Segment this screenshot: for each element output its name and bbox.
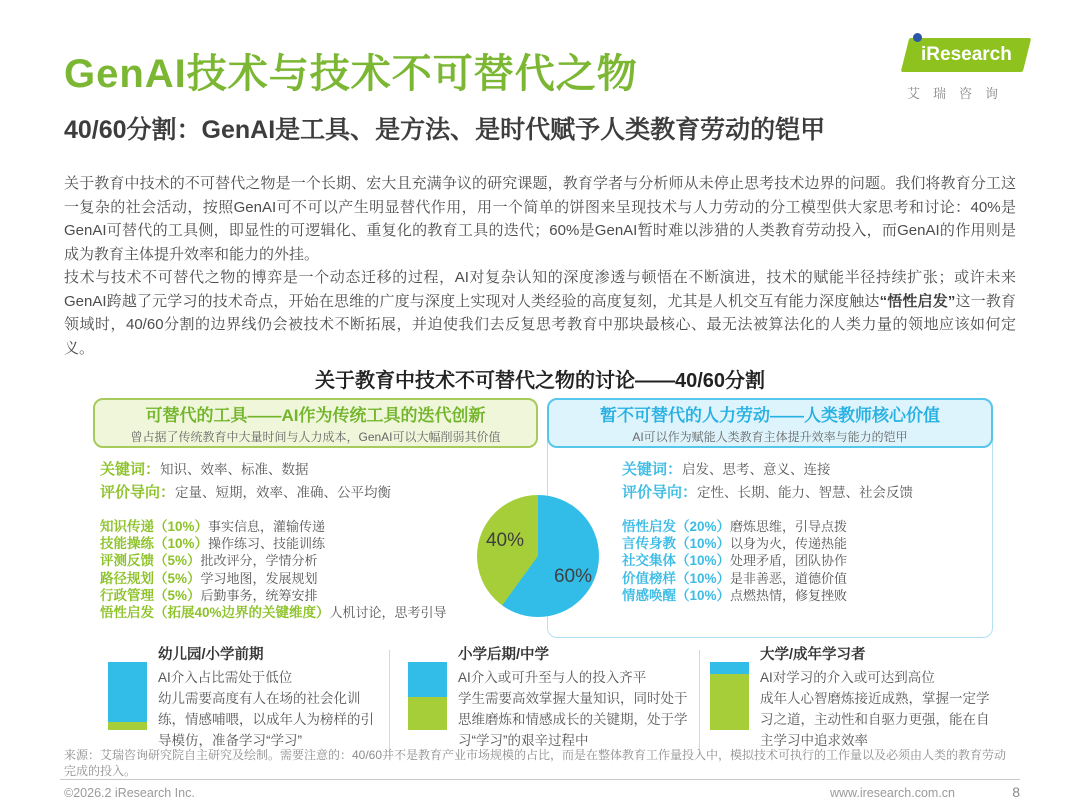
paragraph-text: 技术与技术不可替代之物的博弈是一个动态迁移的过程，AI对复杂认知的深度渗透与顿悟在不断演进，技术的赋能半径持续扩张；或许未来GenAI跨越了元学习的技术奇点，开始在思维的广度与深度上实现对人类经验的高度复刻，尤其是人机交互有能力深度触达 <box>64 269 1016 310</box>
item-desc: 处理矛盾，团队协作 <box>730 553 848 569</box>
left-keywords-block <box>100 458 391 504</box>
stage-text <box>147 645 386 751</box>
logo-dot-icon <box>913 33 922 42</box>
right-item-list <box>622 518 847 604</box>
bar-segment-cyan <box>108 662 147 722</box>
orientation-label: 评价导向： <box>622 484 698 501</box>
category-item <box>100 535 447 552</box>
left-item-list <box>100 518 447 621</box>
keywords-value: 知识、效率、标准、数据 <box>160 462 309 477</box>
item-desc: 以身为火，传递热能 <box>730 536 848 552</box>
bar-segment-green <box>108 722 147 730</box>
stage-column <box>710 645 994 751</box>
bar-segment-green <box>710 674 749 730</box>
stage-body: 成年人心智磨炼接近成熟，掌握一定学习之道，主动性和自驱力更强，能在自主学习中追求效率 <box>760 691 990 748</box>
right-header-title: 暂不可替代的人力劳动——人类教师核心价值 <box>600 406 940 425</box>
page-subtitle: 40/60分割：GenAI是工具、是方法、是时代赋予人类教育劳动的铠甲 <box>64 116 826 144</box>
item-label: 情感唤醒（10%） <box>622 587 731 603</box>
bar-segment-green <box>408 697 447 730</box>
pie-label-60: 60% <box>553 566 593 587</box>
item-label: 行政管理（5%） <box>100 587 201 603</box>
ai-ratio-bar <box>710 662 749 730</box>
item-desc: 事实信息，灌输传递 <box>208 519 326 534</box>
stage-column <box>408 645 690 751</box>
stage-line1: AI介入或可升至与人的投入齐平 <box>458 670 647 685</box>
bar-segment-cyan <box>710 662 749 674</box>
item-label: 路径规划（5%） <box>100 570 201 586</box>
footer-source: 来源：艾瑞咨询研究院自主研究及绘制。需要注意的：40/60并不是教育产业市场规模的占比，而是在整体教育工作量投入中，模拟技术可执行的工作量以及必须由人类的教育劳动完成的投入。 <box>64 748 1007 778</box>
item-label: 言传身教（10%） <box>622 536 731 552</box>
footer-website[interactable]: www.iresearch.com.cn <box>829 786 955 800</box>
item-desc: 批改评分，学情分析 <box>200 553 318 569</box>
orientation-value: 定量、短期，效率、准确、公平均衡 <box>175 485 392 500</box>
category-item <box>622 570 847 587</box>
stage-line1: AI介入占比需处于低位 <box>158 670 293 685</box>
pie-label-40: 40% <box>485 530 525 551</box>
item-label: 悟性启发（20%） <box>622 519 731 534</box>
left-header-box <box>93 398 538 448</box>
category-item <box>100 587 447 604</box>
item-label: 悟性启发（拓展40%边界的关键维度） <box>100 604 330 620</box>
item-desc: 磨炼思维，引导点拨 <box>730 519 848 534</box>
footer-divider <box>60 779 1020 780</box>
item-desc: 人机讨论，思考引导 <box>329 604 447 620</box>
keywords-line <box>100 458 391 481</box>
section-title: 关于教育中技术不可替代之物的讨论——40/60分割 <box>314 370 766 392</box>
intro-paragraph-2 <box>64 266 1016 360</box>
item-desc: 后勤事务，统筹安排 <box>200 587 318 603</box>
stage-title: 大学/成年学习者 <box>760 647 866 663</box>
item-desc: 是非善恶，道德价值 <box>730 570 848 586</box>
item-desc: 操作练习、技能训练 <box>208 536 326 552</box>
logo-caption: 艾瑞咨询 <box>907 86 1012 101</box>
orientation-label: 评价导向： <box>100 484 176 501</box>
category-item <box>100 552 447 569</box>
category-item <box>100 518 447 535</box>
page-title: GenAI技术与技术不可替代之物 <box>64 52 638 96</box>
ai-ratio-bar <box>108 662 147 730</box>
logo-banner <box>901 38 1031 72</box>
keywords-line <box>622 458 913 481</box>
stage-body: 幼儿需要高度有人在场的社会化训练，情感哺喂，以成年人为榜样的引导模仿，准备学习“学习” <box>158 691 374 748</box>
ai-ratio-bar <box>408 662 447 730</box>
stage-divider <box>389 650 390 756</box>
category-item <box>622 518 847 535</box>
item-label: 知识传递（10%） <box>100 519 209 534</box>
stage-line1: AI对学习的介入或可达到高位 <box>760 670 935 685</box>
keywords-value: 启发、思考、意义、连接 <box>682 462 831 477</box>
stage-title: 小学后期/中学 <box>458 647 550 663</box>
left-header-title: 可替代的工具——AI作为传统工具的迭代创新 <box>145 406 486 425</box>
category-item <box>622 587 847 604</box>
bar-segment-cyan <box>408 662 447 697</box>
orientation-line <box>622 481 913 504</box>
item-label: 社交集体（10%） <box>622 553 731 569</box>
paragraph-text: 这一教育领域时，40/60分割的边界线仍会被技术不断拓展，并迫使我们去反复思考教育中那块最核心、最无法被算法化的人类力量的领地应该如何定义。 <box>64 292 1016 357</box>
footer-copyright: ©2026.2 iResearch Inc. <box>64 786 195 800</box>
orientation-line <box>100 481 391 504</box>
stage-column <box>108 645 386 751</box>
item-label: 价值榜样（10%） <box>622 570 731 586</box>
item-label: 评测反馈（5%） <box>100 553 201 569</box>
emphasis-text: “悟性启发” <box>879 292 956 310</box>
orientation-value: 定性、长期、能力、智慧、社会反馈 <box>697 485 914 500</box>
stage-body: 学生需要高效掌握大量知识，同时处于思维磨炼和情感成长的关键期，处于学习“学习”的艰辛过程中 <box>458 691 688 748</box>
pie-chart <box>477 495 599 617</box>
right-keywords-block <box>622 458 913 504</box>
category-item <box>100 604 447 621</box>
category-item <box>100 570 447 587</box>
item-label: 技能操练（10%） <box>100 536 209 552</box>
left-header-subtitle: 曾占据了传统教育中大量时间与人力成本，GenAI可以大幅削弱其价值 <box>130 430 501 444</box>
stage-divider <box>699 650 700 756</box>
item-desc: 学习地图，发展规划 <box>200 570 318 586</box>
logo-text: iResearch <box>920 44 1012 65</box>
keywords-label: 关键词： <box>622 461 683 478</box>
item-desc: 点燃热情，修复挫败 <box>730 587 848 603</box>
brand-logo <box>905 38 1035 102</box>
stage-title: 幼儿园/小学前期 <box>158 647 264 663</box>
right-header-box <box>547 398 993 448</box>
intro-text <box>64 172 1016 360</box>
intro-paragraph-1: 关于教育中技术的不可替代之物是一个长期、宏大且充满争议的研究课题，教育学者与分析师从未停止思考技术边界的问题。我们将教育分工这一复杂的社会活动，按照GenAI可不可以产生明显替代作用，用一个简单的饼图来呈现技术与人力劳动的分工模型供大家思考和讨论：40%是GenAI可替代的工具侧，即显性的可逻辑化、重复化的教育工具的迭代；60%是GenAI暂时难以涉猎的人类教育劳动投入，而GenAI的作用则是成为教育主体提升效率和能力的外挂。 <box>64 175 1016 263</box>
category-item <box>622 552 847 569</box>
category-item <box>622 535 847 552</box>
footer-page-number: 8 <box>1012 784 1020 800</box>
right-header-subtitle: AI可以作为赋能人类教育主体提升效率与能力的铠甲 <box>632 430 908 444</box>
stage-text <box>749 645 994 751</box>
stage-text <box>447 645 690 751</box>
keywords-label: 关键词： <box>100 461 161 478</box>
